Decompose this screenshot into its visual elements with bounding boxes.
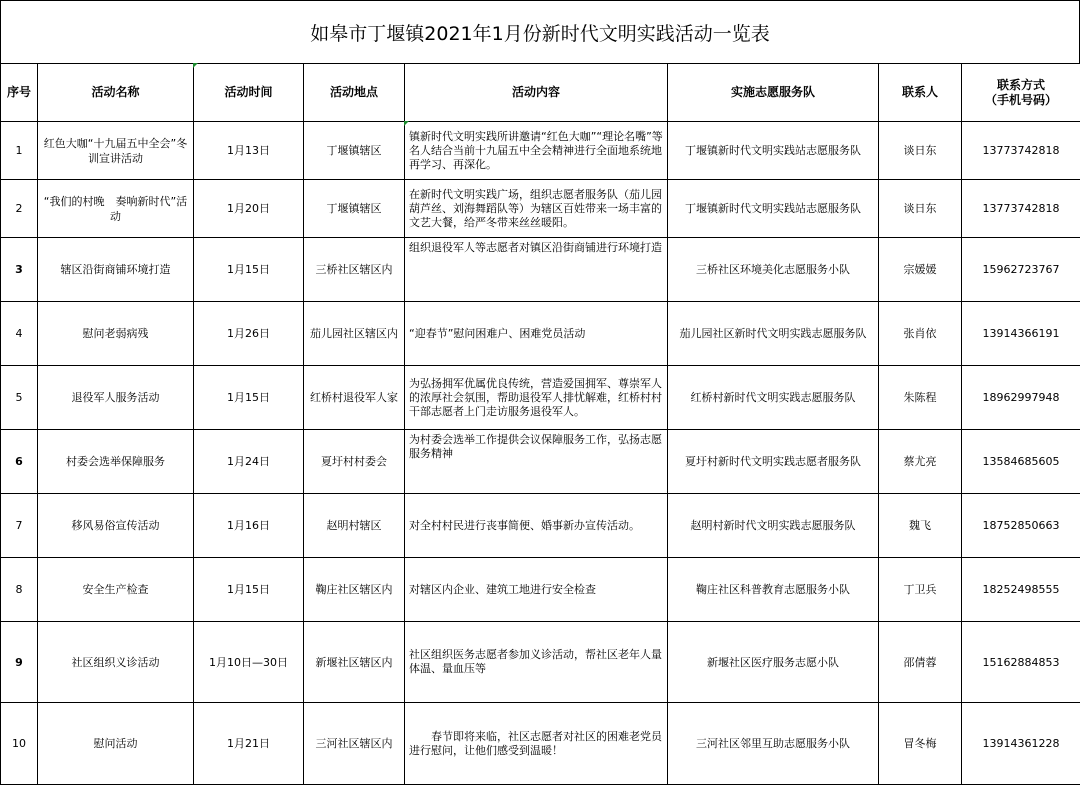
cell-time: 1月20日	[194, 180, 304, 238]
cell-name: 慰问活动	[38, 703, 194, 785]
cell-name: 社区组织义诊活动	[38, 622, 194, 703]
cell-contact: 丁卫兵	[879, 558, 962, 622]
cell-time: 1月21日	[194, 703, 304, 785]
cell-content: 镇新时代文明实践所讲邀请“红色大咖”“理论名嘴”等名人结合当前十九届五中全会精神进行全面地系统地再学习、再深化。	[405, 122, 668, 180]
cell-time: 1月13日	[194, 122, 304, 180]
cell-team: 红桥村新时代文明实践志愿服务队	[668, 366, 879, 430]
cell-place: 茄儿园社区辖区内	[304, 302, 405, 366]
cell-team: 丁堰镇新时代文明实践站志愿服务队	[668, 122, 879, 180]
cell-comment-marker	[193, 63, 198, 68]
cell-content: 为弘扬拥军优属优良传统，营造爱国拥军、尊崇军人的浓厚社会氛围，帮助退役军人排忧解难，红桥村村干部志愿者上门走访服务退役军人。	[405, 366, 668, 430]
table-row	[1, 622, 1080, 703]
cell-time: 1月15日	[194, 238, 304, 302]
activity-table	[0, 63, 1080, 785]
cell-place: 三河社区辖区内	[304, 703, 405, 785]
cell-no: 1	[1, 122, 38, 180]
cell-content: 社区组织医务志愿者参加义诊活动，帮社区老年人量体温、量血压等	[405, 622, 668, 703]
header-phone-line2: （手机号码）	[985, 93, 1057, 107]
cell-place: 红桥村退役军人家	[304, 366, 405, 430]
table-row	[1, 238, 1080, 302]
cell-contact: 魏飞	[879, 494, 962, 558]
cell-contact: 宗媛媛	[879, 238, 962, 302]
cell-team: 鞠庄社区科普教育志愿服务小队	[668, 558, 879, 622]
cell-place: 三桥社区辖区内	[304, 238, 405, 302]
cell-place: 赵明村辖区	[304, 494, 405, 558]
cell-name: 安全生产检查	[38, 558, 194, 622]
header-no: 序号	[1, 64, 38, 122]
header-name: 活动名称	[38, 64, 194, 122]
cell-place: 夏圩村村委会	[304, 430, 405, 494]
table-row	[1, 302, 1080, 366]
cell-no: 3	[1, 238, 38, 302]
cell-place: 丁堰镇辖区	[304, 122, 405, 180]
cell-contact: 谈日东	[879, 122, 962, 180]
cell-place: 鞠庄社区辖区内	[304, 558, 405, 622]
cell-no: 10	[1, 703, 38, 785]
cell-place: 新堰社区辖区内	[304, 622, 405, 703]
cell-no: 9	[1, 622, 38, 703]
cell-contact: 谈日东	[879, 180, 962, 238]
cell-phone: 13773742818	[962, 180, 1080, 238]
cell-contact: 邵倩蓉	[879, 622, 962, 703]
header-content: 活动内容	[405, 64, 668, 122]
cell-phone: 18962997948	[962, 366, 1080, 430]
header-contact: 联系人	[879, 64, 962, 122]
cell-no: 2	[1, 180, 38, 238]
header-time: 活动时间	[194, 64, 304, 122]
cell-name: 辖区沿街商铺环境打造	[38, 238, 194, 302]
cell-team: 赵明村新时代文明实践志愿服务队	[668, 494, 879, 558]
cell-content: 春节即将来临，社区志愿者对社区的困难老党员进行慰问，让他们感受到温暖！	[405, 703, 668, 785]
cell-team: 三河社区邻里互助志愿服务小队	[668, 703, 879, 785]
cell-no: 7	[1, 494, 38, 558]
cell-team: 丁堰镇新时代文明实践站志愿服务队	[668, 180, 879, 238]
cell-time: 1月15日	[194, 366, 304, 430]
cell-time: 1月26日	[194, 302, 304, 366]
table-row	[1, 366, 1080, 430]
sheet-title: 如皋市丁堰镇2021年1月份新时代文明实践活动一览表	[0, 0, 1080, 63]
cell-time: 1月24日	[194, 430, 304, 494]
cell-contact: 冒冬梅	[879, 703, 962, 785]
cell-no: 6	[1, 430, 38, 494]
cell-no: 5	[1, 366, 38, 430]
header-phone	[962, 64, 1080, 122]
header-phone-line1: 联系方式	[997, 78, 1045, 92]
cell-contact: 蔡尤亮	[879, 430, 962, 494]
header-row	[1, 64, 1080, 122]
table-row	[1, 703, 1080, 785]
cell-no: 8	[1, 558, 38, 622]
cell-team: 茄儿园社区新时代文明实践志愿服务队	[668, 302, 879, 366]
cell-name: “我们的村晚 奏响新时代”活动	[38, 180, 194, 238]
cell-phone: 13914361228	[962, 703, 1080, 785]
cell-place: 丁堰镇辖区	[304, 180, 405, 238]
cell-comment-marker	[404, 121, 409, 126]
cell-phone: 13584685605	[962, 430, 1080, 494]
header-place: 活动地点	[304, 64, 405, 122]
cell-name: 慰问老弱病残	[38, 302, 194, 366]
cell-team: 三桥社区环境美化志愿服务小队	[668, 238, 879, 302]
cell-name: 红色大咖“十九届五中全会”冬训宣讲活动	[38, 122, 194, 180]
cell-contact: 朱陈程	[879, 366, 962, 430]
cell-content: 对辖区内企业、建筑工地进行安全检查	[405, 558, 668, 622]
table-row	[1, 180, 1080, 238]
cell-phone: 13773742818	[962, 122, 1080, 180]
cell-phone: 18752850663	[962, 494, 1080, 558]
cell-no: 4	[1, 302, 38, 366]
cell-name: 村委会选举保障服务	[38, 430, 194, 494]
cell-time: 1月10日—30日	[194, 622, 304, 703]
table-row	[1, 558, 1080, 622]
cell-time: 1月16日	[194, 494, 304, 558]
table-row	[1, 494, 1080, 558]
cell-phone: 15162884853	[962, 622, 1080, 703]
cell-content: 组织退役军人等志愿者对镇区沿街商铺进行环境打造	[405, 238, 668, 302]
cell-content: 对全村村民进行丧事简便、婚事新办宣传活动。	[405, 494, 668, 558]
cell-name: 退役军人服务活动	[38, 366, 194, 430]
cell-content: 在新时代文明实践广场，组织志愿者服务队（茄儿园葫芦丝、刘海舞蹈队等）为辖区百姓带来一场丰富的文艺大餐，给严冬带来丝丝暖阳。	[405, 180, 668, 238]
cell-phone: 13914366191	[962, 302, 1080, 366]
cell-phone: 15962723767	[962, 238, 1080, 302]
cell-name: 移风易俗宣传活动	[38, 494, 194, 558]
cell-team: 夏圩村新时代文明实践志愿者服务队	[668, 430, 879, 494]
cell-phone: 18252498555	[962, 558, 1080, 622]
cell-time: 1月15日	[194, 558, 304, 622]
header-team: 实施志愿服务队	[668, 64, 879, 122]
table-row	[1, 122, 1080, 180]
cell-content: “迎春节”慰问困难户、困难党员活动	[405, 302, 668, 366]
table-row	[1, 430, 1080, 494]
cell-content: 为村委会选举工作提供会议保障服务工作，弘扬志愿服务精神	[405, 430, 668, 494]
cell-contact: 张肖依	[879, 302, 962, 366]
cell-team: 新堰社区医疗服务志愿小队	[668, 622, 879, 703]
